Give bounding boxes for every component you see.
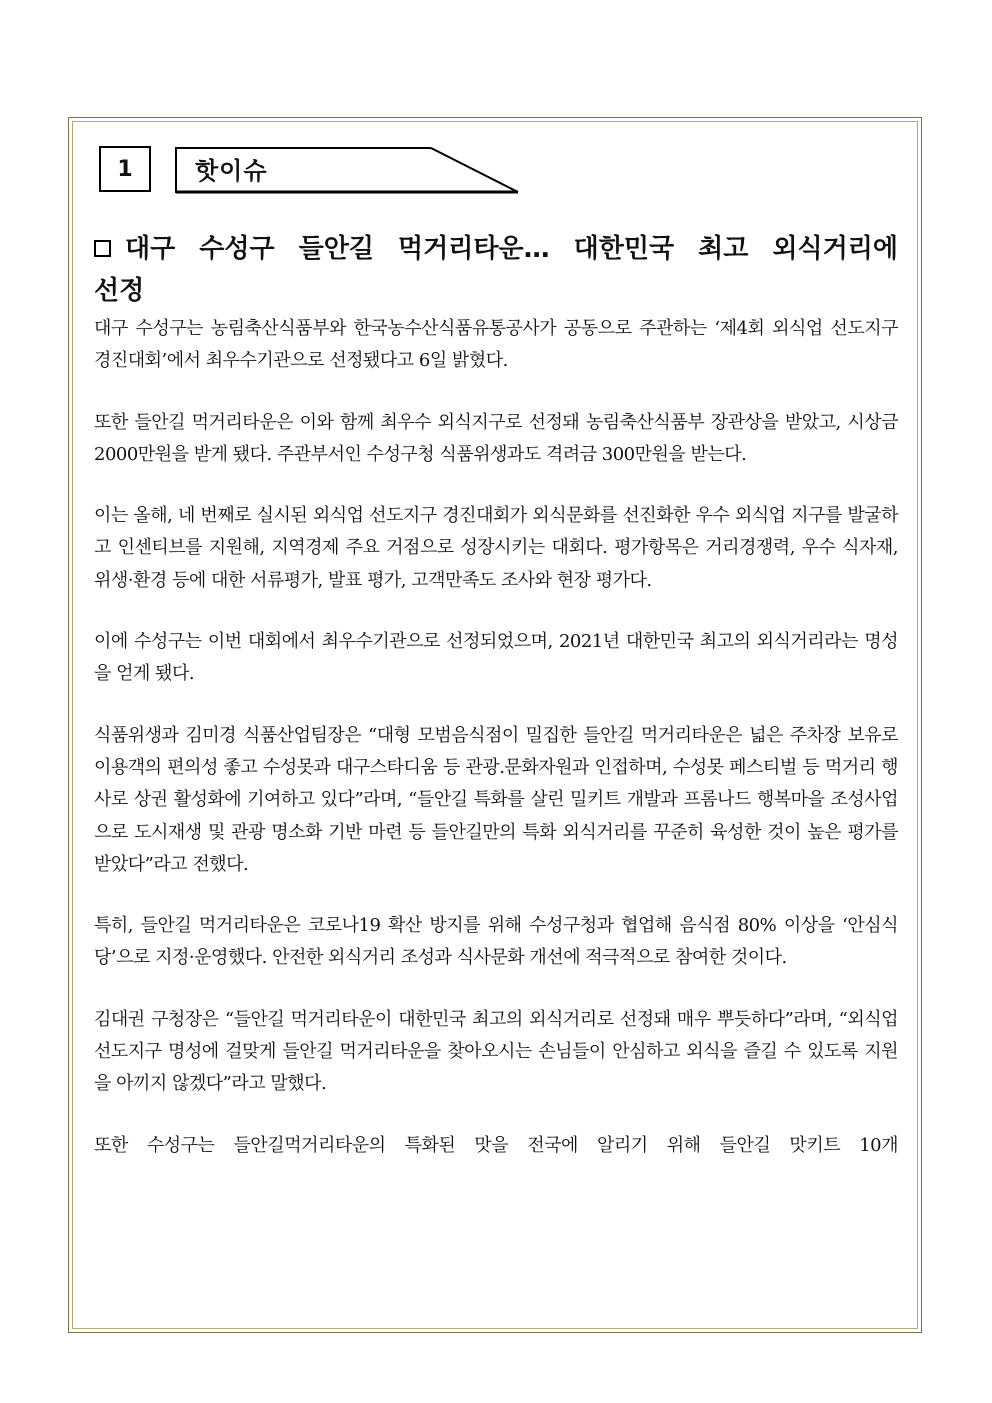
paragraph: 대구 수성구는 농림축산식품부와 한국농수산식품유통공사가 공동으로 주관하는 ‘제4회 외식업 선도지구 경진대회’에서 최우수기관으로 선정됐다고 6일 밝혔다. xyxy=(94,318,898,372)
section-tab xyxy=(175,146,520,194)
article-body xyxy=(94,313,898,1162)
section-number-box xyxy=(99,146,151,192)
paragraph: 김대권 구청장은 “들안길 먹거리타운이 대한민국 최고의 외식거리로 선정돼 매우 뿌듯하다”라며, “외식업 선도지구 명성에 걸맞게 들안길 먹거리타운을 찾아오시는 손님들이 안심하고 외식을 즐길 수 있도록 지원을 아끼지 않겠다”라고 말했다. xyxy=(94,1008,898,1095)
paragraph: 또한 수성구는 들안길먹거리타운의 특화된 맛을 전국에 알리기 위해 들안길 맛키트 10개 xyxy=(94,1134,898,1156)
paragraph: 식품위생과 김미경 식품산업팀장은 “대형 모범음식점이 밀집한 들안길 먹거리타운은 넓은 주차장 보유로 이용객의 편의성 좋고 수성못과 대구스타디움 등 관광.문화자원과 인접하며, 수성못 페스티벌 등 먹거리 행사로 상권 활성화에 기여하고 있다”라며, “들안길 특화를 살린 밀키트 개발과 프롬나드 행복마을 조성사업으로 도시재생 및 관광 명소화 기반 마련 등 들안길만의 특화 외식거리를 꾸준히 육성한 것이 높은 평가를 받았다”라고 전했다. xyxy=(94,724,898,875)
paragraph: 이에 수성구는 이번 대회에서 최우수기관으로 선정되었으며, 2021년 대한민국 최고의 외식거리라는 명성을 얻게 됐다. xyxy=(94,631,898,685)
article-headline xyxy=(94,228,898,312)
square-bullet-icon xyxy=(94,240,111,257)
section-label: 핫이슈 xyxy=(195,157,268,185)
paragraph: 이는 올해, 네 번째로 실시된 외식업 선도지구 경진대회가 외식문화를 선진화한 우수 외식업 지구를 발굴하고 인센티브를 지원해, 지역경제 주요 거점으로 성장시키는 대회다. 평가항목은 거리경쟁력, 우수 식자재, 위생·환경 등에 대한 서류평가, 발표 평가, 고객만족도 조사와 현장 평가다. xyxy=(94,505,898,591)
section-number: 1 xyxy=(117,156,133,182)
headline-text: 대구 수성구 들안길 먹거리타운… 대한민국 최고 외식거리에 선정 xyxy=(94,234,898,306)
paragraph: 또한 들안길 먹거리타운은 이와 함께 최우수 외식지구로 선정돼 농림축산식품부 장관상을 받았고, 시상금 2000만원을 받게 됐다. 주관부서인 수성구청 식품위생과도 격려금 300만원을 받는다. xyxy=(94,411,898,465)
paragraph: 특히, 들안길 먹거리타운은 코로나19 확산 방지를 위해 수성구청과 협업해 음식점 80% 이상을 ‘안심식당’으로 지정·운영했다. 안전한 외식거리 조성과 식사문화 개선에 적극적으로 참여한 것이다. xyxy=(94,915,898,969)
